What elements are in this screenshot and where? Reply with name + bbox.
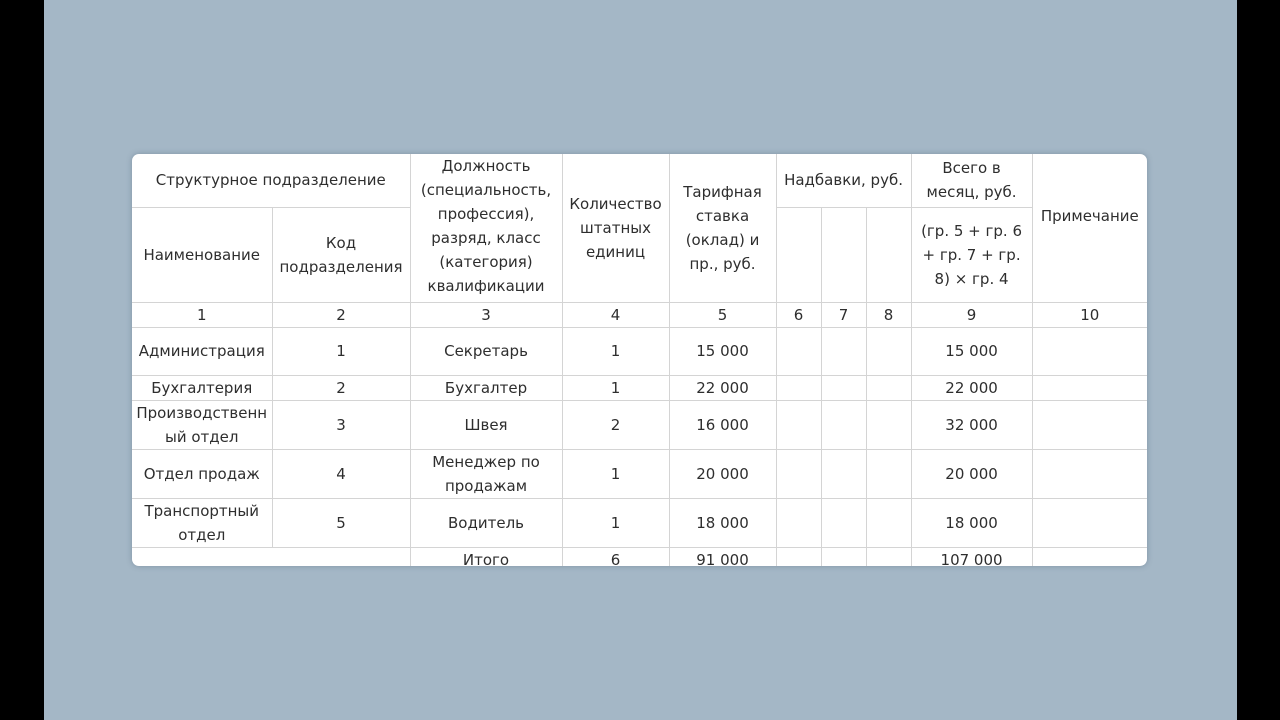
row-code: 5 bbox=[272, 498, 410, 547]
row-count: 1 bbox=[562, 375, 669, 400]
column-number: 3 bbox=[410, 302, 562, 327]
row-allowance-7 bbox=[821, 375, 866, 400]
row-position: Секретарь bbox=[410, 327, 562, 375]
row-total: 18 000 bbox=[911, 498, 1032, 547]
row-allowance-6 bbox=[776, 400, 821, 449]
row-tariff: 22 000 bbox=[669, 375, 776, 400]
column-number: 7 bbox=[821, 302, 866, 327]
row-allowance-8 bbox=[866, 449, 911, 498]
totals-total: 107 000 bbox=[911, 547, 1032, 566]
totals-count: 6 bbox=[562, 547, 669, 566]
row-total: 22 000 bbox=[911, 375, 1032, 400]
row-note bbox=[1032, 498, 1147, 547]
tariff-header: Тарифная ставка (оклад) и пр., руб. bbox=[669, 154, 776, 302]
allowance-col-6-header bbox=[776, 207, 821, 302]
column-number: 8 bbox=[866, 302, 911, 327]
row-position: Швея bbox=[410, 400, 562, 449]
table-row bbox=[132, 449, 1147, 498]
totals-allowance-8 bbox=[866, 547, 911, 566]
row-position: Менеджер по продажам bbox=[410, 449, 562, 498]
column-number: 4 bbox=[562, 302, 669, 327]
row-code: 1 bbox=[272, 327, 410, 375]
row-code: 2 bbox=[272, 375, 410, 400]
table-row bbox=[132, 375, 1147, 400]
allowance-col-7-header bbox=[821, 207, 866, 302]
totals-allowance-7 bbox=[821, 547, 866, 566]
row-allowance-8 bbox=[866, 400, 911, 449]
struct-unit-header: Структурное подразделение bbox=[132, 154, 410, 207]
column-number: 10 bbox=[1032, 302, 1147, 327]
row-position: Водитель bbox=[410, 498, 562, 547]
allowance-col-8-header bbox=[866, 207, 911, 302]
row-name: Отдел продаж bbox=[132, 449, 272, 498]
row-note bbox=[1032, 327, 1147, 375]
row-name: Бухгалтерия bbox=[132, 375, 272, 400]
allowances-header: Надбавки, руб. bbox=[776, 154, 911, 207]
column-number: 6 bbox=[776, 302, 821, 327]
row-allowance-8 bbox=[866, 375, 911, 400]
staffing-table bbox=[132, 154, 1147, 566]
totals-row bbox=[132, 547, 1147, 566]
row-tariff: 15 000 bbox=[669, 327, 776, 375]
row-allowance-7 bbox=[821, 449, 866, 498]
row-name: Транспортный отдел bbox=[132, 498, 272, 547]
row-allowance-7 bbox=[821, 327, 866, 375]
totals-allowance-6 bbox=[776, 547, 821, 566]
row-count: 1 bbox=[562, 449, 669, 498]
row-note bbox=[1032, 375, 1147, 400]
row-position: Бухгалтер bbox=[410, 375, 562, 400]
table-row bbox=[132, 327, 1147, 375]
row-name: Производственный отдел bbox=[132, 400, 272, 449]
totals-label: Итого bbox=[410, 547, 562, 566]
row-note bbox=[1032, 400, 1147, 449]
row-code: 3 bbox=[272, 400, 410, 449]
column-number: 1 bbox=[132, 302, 272, 327]
header-row-1 bbox=[132, 154, 1147, 207]
column-number-row bbox=[132, 302, 1147, 327]
row-count: 2 bbox=[562, 400, 669, 449]
row-tariff: 16 000 bbox=[669, 400, 776, 449]
name-header: Наименование bbox=[132, 207, 272, 302]
row-total: 15 000 bbox=[911, 327, 1032, 375]
table-row bbox=[132, 400, 1147, 449]
row-code: 4 bbox=[272, 449, 410, 498]
row-allowance-6 bbox=[776, 449, 821, 498]
position-header: Должность (специальность, профессия), разряд, класс (категория) квалификации bbox=[410, 154, 562, 302]
table-row bbox=[132, 498, 1147, 547]
column-number: 2 bbox=[272, 302, 410, 327]
row-count: 1 bbox=[562, 498, 669, 547]
note-header: Примечание bbox=[1032, 154, 1147, 302]
totals-note bbox=[1032, 547, 1147, 566]
row-count: 1 bbox=[562, 327, 669, 375]
row-tariff: 18 000 bbox=[669, 498, 776, 547]
row-note bbox=[1032, 449, 1147, 498]
staffing-table-card bbox=[132, 154, 1147, 566]
totals-blank bbox=[132, 547, 410, 566]
column-number: 9 bbox=[911, 302, 1032, 327]
row-allowance-8 bbox=[866, 327, 911, 375]
row-tariff: 20 000 bbox=[669, 449, 776, 498]
total-formula-header: (гр. 5 + гр. 6 + гр. 7 + гр. 8) × гр. 4 bbox=[911, 207, 1032, 302]
row-allowance-6 bbox=[776, 498, 821, 547]
row-allowance-6 bbox=[776, 375, 821, 400]
row-allowance-6 bbox=[776, 327, 821, 375]
staff-count-header: Количество штатных единиц bbox=[562, 154, 669, 302]
row-total: 32 000 bbox=[911, 400, 1032, 449]
row-allowance-7 bbox=[821, 498, 866, 547]
unit-code-header: Код подразделения bbox=[272, 207, 410, 302]
row-allowance-7 bbox=[821, 400, 866, 449]
row-allowance-8 bbox=[866, 498, 911, 547]
total-month-header: Всего в месяц, руб. bbox=[911, 154, 1032, 207]
totals-tariff: 91 000 bbox=[669, 547, 776, 566]
column-number: 5 bbox=[669, 302, 776, 327]
row-total: 20 000 bbox=[911, 449, 1032, 498]
row-name: Администрация bbox=[132, 327, 272, 375]
